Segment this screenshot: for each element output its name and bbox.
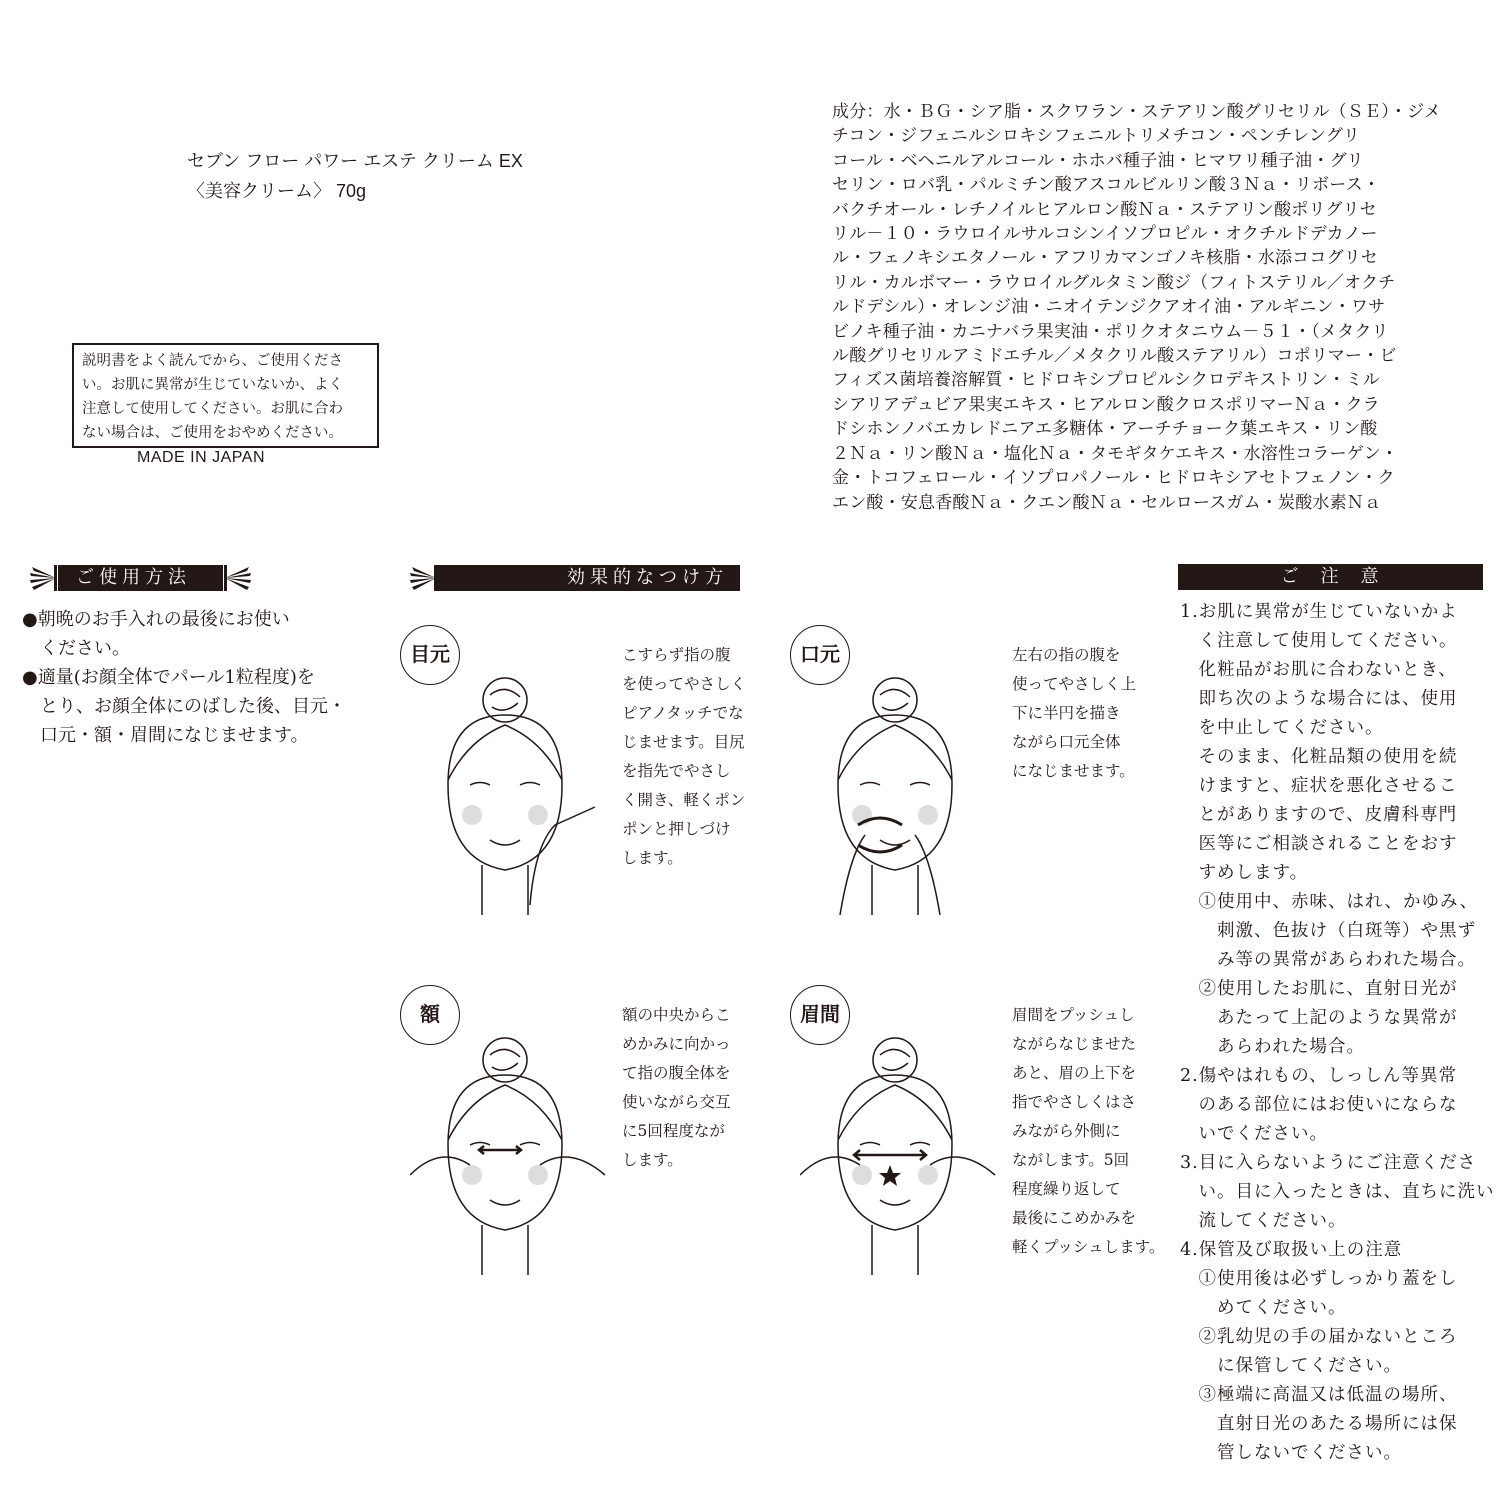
panel-text-line: ながします。5回 <box>1012 1151 1130 1169</box>
caution-line: 3.目に入らないようにご注意くださ <box>1180 1153 1477 1173</box>
usage-line: ください。 <box>40 638 130 659</box>
product-category: 〈美容クリーム〉 70g <box>187 181 367 201</box>
panel-text-line: 左右の指の腹を <box>1012 646 1121 664</box>
panel-text-line: に5回程度なが <box>622 1122 725 1140</box>
caution-line: いでください。 <box>1180 1124 1328 1144</box>
face-illustration <box>410 1015 610 1285</box>
caution-line: を中止してください。 <box>1180 718 1384 738</box>
caution-line: ②使用したお肌に、直射日光が <box>1180 979 1458 999</box>
caution-line: 即ち次のような場合には、使用 <box>1180 689 1458 709</box>
caution-line: のある部位にはお使いにならな <box>1180 1095 1458 1115</box>
panel-text-line: こすらず指の腹 <box>622 646 731 664</box>
panel-text-line: 下に半円を描き <box>1012 704 1121 722</box>
panel-text <box>1012 641 1136 786</box>
caution-line: ①使用後は必ずしっかり蓋をし <box>1180 1269 1458 1289</box>
panel-text-line: 使ってやさしく上 <box>1012 675 1137 693</box>
ingredient-line: セリン・ロバ乳・パルミチン酸アスコルビルリン酸３Ｎａ・リボース・ <box>832 175 1381 195</box>
warning-line: 注意して使用してください。お肌に合わ <box>82 401 343 417</box>
fan-ornament-icon <box>30 565 58 591</box>
panel-text-line: 最後にこめかみを <box>1012 1209 1137 1227</box>
caution-line: 医等にご相談されることをおす <box>1180 834 1458 854</box>
application-heading: 効果的なつけ方 <box>437 565 740 591</box>
caution-line: 刺激、色抜け（白斑等）や黒ず <box>1180 921 1476 941</box>
panel-label: 額 <box>400 985 460 1045</box>
caution-line: あたって上記のような異常が <box>1180 1008 1458 1028</box>
caution-line: ②乳幼児の手の届かないところ <box>1180 1327 1458 1347</box>
warning-box <box>72 343 379 448</box>
panel-text-line: めかみに向かっ <box>622 1035 731 1053</box>
panel-text-line: になじませます。 <box>1012 762 1135 780</box>
star-icon <box>879 1165 901 1186</box>
panel-text <box>622 641 746 873</box>
ingredient-line: ２Ｎａ・リン酸Ｎａ・塩化Ｎａ・タモギタケエキス・水溶性コラーゲン・ <box>832 443 1399 463</box>
usage-line: 口元・額・眉間になじませます。 <box>40 725 309 746</box>
usage-heading: ご使用方法 <box>58 565 223 591</box>
ingredients-list <box>832 100 1441 515</box>
panel-text-line: を指先でやさし <box>622 762 731 780</box>
caution-line: 流してください。 <box>1180 1211 1347 1231</box>
panel-label: 口元 <box>790 625 850 685</box>
panel-text-line: て指の腹全体を <box>622 1064 731 1082</box>
panel-text-line: します。 <box>622 849 683 867</box>
caution-line: ③極端に高温又は低温の場所、 <box>1180 1385 1458 1405</box>
ingredient-line: ルドデシル）・オレンジ油・ニオイテンジクアオイ油・アルギニン・ワサ <box>832 297 1386 317</box>
ingredient-line: ル・フェノキシエタノール・アフリカマンゴノキ核脂・水添ココグリセ <box>832 248 1378 268</box>
caution-line: み等の異常があらわれた場合。 <box>1180 950 1476 970</box>
usage-line: ●朝晩のお手入れの最後にお使い <box>22 609 290 630</box>
panel-text-line: 指でやさしくはさ <box>1012 1093 1137 1111</box>
ingredient-line: ル酸グリセリルアミドエチル／メタクリル酸ステアリル）コポリマー・ビ <box>832 346 1397 366</box>
face-illustration <box>800 1015 1000 1285</box>
panel-text-line: く開き、軽くポン <box>622 791 746 809</box>
panel-text-line: じませます。目尻 <box>622 733 745 751</box>
panel-text-line: ながらなじませた <box>1012 1035 1137 1053</box>
fan-ornament-icon <box>223 565 251 591</box>
caution-line: い。目に入ったときは、直ちに洗い <box>1180 1182 1495 1202</box>
caution-line: すめします。 <box>1180 863 1309 883</box>
origin-label: MADE IN JAPAN <box>137 449 265 466</box>
caution-line: 直射日光のあたる場所には保 <box>1180 1414 1458 1434</box>
caution-line: めてください。 <box>1180 1298 1347 1318</box>
panel-text <box>1012 1001 1164 1262</box>
panel-text-line: 軽くプッシュします。 <box>1012 1238 1165 1256</box>
panel-text-line: ピアノタッチでな <box>622 704 744 722</box>
panel-text-line: ポンと押しづけ <box>622 820 731 838</box>
ingredient-line: シアリアデュビア果実エキス・ヒアルロン酸クロスポリマーＮａ・クラ <box>832 394 1380 414</box>
caution-line: 1.お肌に異常が生じていないかよ <box>1180 602 1458 622</box>
caution-line: に保管してください。 <box>1180 1356 1402 1376</box>
caution-line: そのまま、化粧品類の使用を続 <box>1180 747 1458 767</box>
caution-line: とがありますので、皮膚科専門 <box>1180 805 1458 825</box>
panel-text <box>622 1001 731 1175</box>
caution-line: く注意して使用してください。 <box>1180 631 1458 651</box>
panel-text-line: 額の中央からこ <box>622 1006 731 1024</box>
caution-line: あらわれた場合。 <box>1180 1037 1365 1057</box>
caution-line: 管しないでください。 <box>1180 1443 1402 1463</box>
caution-line: ①使用中、赤味、はれ、かゆみ、 <box>1180 892 1479 912</box>
caution-line: けますと、症状を悪化させるこ <box>1180 776 1458 796</box>
warning-line: 説明書をよく読んでから、ご使用くださ <box>82 353 343 369</box>
ingredient-line: バクチオール・レチノイルヒアルロン酸Ｎａ・ステアリン酸ポリグリセ <box>832 199 1377 219</box>
ingredient-line: 成分：水・ＢＧ・シア脂・スクワラン・ステアリン酸グリセリル（ＳＥ）・ジメ <box>832 102 1441 121</box>
warning-line: ない場合は、ご使用をおやめください。 <box>82 425 343 441</box>
usage-line: とり、お顔全体にのばした後、目元・ <box>40 696 346 717</box>
caution-heading: ご 注 意 <box>1178 564 1483 590</box>
panel-label: 目元 <box>400 625 460 685</box>
panel-text-line: 程度繰り返して <box>1012 1180 1121 1198</box>
face-illustration <box>800 655 1000 925</box>
caution-line: 2.傷やはれもの、しっしん等異常 <box>1180 1066 1457 1086</box>
ingredient-line: ビノキ種子油・カニナバラ果実油・ポリクオタニウム－５１・（メタクリ <box>832 321 1389 341</box>
caution-line: 4.保管及び取扱い上の注意 <box>1180 1240 1403 1260</box>
ingredient-line: チコン・ジフェニルシロキシフェニルトリメチコン・ペンチレングリ <box>832 126 1361 146</box>
product-name: セブン フロー パワー エステ クリーム EX <box>187 151 523 171</box>
panel-text-line: します。 <box>622 1151 683 1169</box>
ingredient-line: リル－１０・ラウロイルサルコシンイソプロピル・オクチルドデカノー <box>832 224 1378 244</box>
panel-label: 眉間 <box>790 985 850 1045</box>
panel-text-line: 眉間をプッシュし <box>1012 1006 1135 1024</box>
face-illustration <box>410 655 610 925</box>
warning-line: い。お肌に異常が生じていないか、よく <box>82 377 343 393</box>
panel-text-line: 使いながら交互 <box>622 1093 731 1111</box>
ingredient-line: コール・ベヘニルアルコール・ホホバ種子油・ヒマワリ種子油・グリ <box>832 150 1364 170</box>
caution-line: 化粧品がお肌に合わないとき、 <box>1180 660 1457 680</box>
ingredient-line: リル・カルボマー・ラウロイルグルタミン酸ジ（フィトステリル／オクチ <box>832 272 1396 292</box>
ingredient-line: フィズス菌培養溶解質・ヒドロキシプロピルシクロデキストリン・ミル <box>832 370 1380 390</box>
fan-ornament-icon <box>410 565 438 591</box>
ingredient-line: エン酸・安息香酸Ｎａ・クエン酸Ｎａ・セルロースガム・炭酸水素Ｎａ <box>832 492 1382 512</box>
caution-list <box>1180 598 1495 1468</box>
panel-text-line: を使ってやさしく <box>622 675 747 693</box>
product-title <box>187 146 523 206</box>
usage-line: ●適量(お顔全体でパール1粒程度)を <box>22 667 315 688</box>
panel-text-line: あと、眉の上下を <box>1012 1064 1137 1082</box>
ingredient-line: ドシホンノバエカレドニアエ多糖体・アーチチョーク葉エキス・リン酸 <box>832 419 1378 439</box>
panel-text-line: みながら外側に <box>1012 1122 1121 1140</box>
panel-text-line: ながら口元全体 <box>1012 733 1121 751</box>
usage-instructions <box>22 605 346 750</box>
ingredient-line: 金・トコフェロール・イソプロパノール・ヒドロキシアセトフェノン・ク <box>832 468 1395 488</box>
